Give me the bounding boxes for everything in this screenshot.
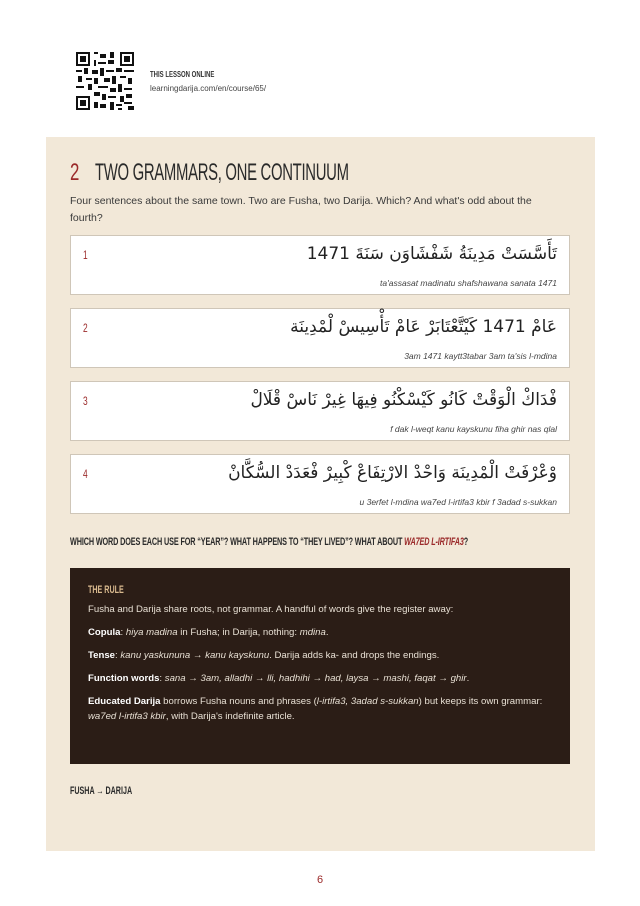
rule-intro: Fusha and Darija share roots, not grammar. A handful of words give the register away: (88, 604, 454, 615)
section-intro: Four sentences about the same town. Two are Fusha, two Darija. Which? And what's odd about the fourth? (70, 195, 532, 224)
rule-tense: Tense: kanu yaskununa → kanu kayskunu. Darija adds ka- and drops the endings. (88, 650, 440, 661)
discussion-question: WHICH WORD DOES EACH USE FOR “YEAR”? WHAT HAPPENS TO “THEY LIVED”? WHAT ABOUT WA7ED L-IRTIFA3? (70, 536, 469, 548)
rule-educated-darija: Educated Darija borrows Fusha nouns and phrases (l-irtifa3, 3adad s-sukkan) but keeps its own grammar: wa7ed l-irtifa3 kbir, with Darija's indefinite article. (88, 696, 543, 722)
rule-box (70, 568, 570, 764)
sentence-transliteration: 3am 1471 kaytt3tabar 3am ta'sis l-mdina (404, 351, 557, 361)
sentence-arabic: وْعْرْفَتْ الْمْدِينَة وَاحْدْ الارْتِفَاعْ كْبِيرْ فْعَدَدْ السُّكَّانْ (228, 463, 557, 483)
section-heading (70, 159, 505, 187)
exercise-panel (46, 137, 595, 851)
section-title: TWO GRAMMARS, ONE CONTINUUM (95, 159, 350, 186)
sentence-arabic: تَأَسَّسَتْ مَدِينَةُ شَفْشَاوَن سَنَةَ 1471 (306, 244, 557, 264)
sentence-card (70, 235, 570, 295)
sentence-number: 2 (83, 321, 88, 335)
rule-function-words: Function words: sana → 3am, alladhi → lli, hadhihi → had, laysa → mashi, faqat → ghir. (88, 673, 470, 684)
sentence-transliteration: u 3erfet l-mdina wa7ed l-irtifa3 kbir f 3adad s-sukkan (359, 497, 557, 507)
lesson-online-label: THIS LESSON ONLINE (150, 70, 215, 79)
rule-title: THE RULE (88, 584, 124, 596)
sentence-transliteration: f dak l-weqt kanu kayskunu fiha ghir nas qlal (390, 424, 557, 434)
sentence-card (70, 308, 570, 368)
fusha-darija-label: FUSHA → DARIJA (70, 785, 133, 797)
sentence-arabic: فْدَاكْ الْوَقْتْ كَانُو كَيْسْكْنُو فِيهَا غِيرْ نَاسْ قْلَالْ (250, 390, 557, 410)
section-number: 2 (70, 159, 80, 186)
sentence-number: 3 (83, 394, 88, 408)
sentence-arabic: عَامْ 1471 كَيْتَّعْتَابَرْ عَامْ تَأْسِيسْ لْمْدِينَة (290, 317, 557, 337)
question-emphasis: WA7ED L-IRTIFA3 (404, 536, 464, 548)
sentence-transliteration: ta'assasat madinatu shafshawana sanata 1471 (380, 278, 557, 288)
sentence-number: 4 (83, 467, 88, 481)
page-number: 6 (316, 874, 324, 886)
qr-code (76, 52, 134, 110)
sentence-card (70, 381, 570, 441)
lesson-online-link[interactable] (150, 70, 266, 93)
rule-copula: Copula: hiya madina in Fusha; in Darija, nothing: mdina. (88, 627, 329, 638)
sentence-card (70, 454, 570, 514)
lesson-url[interactable]: learningdarija.com/en/course/65/ (150, 84, 267, 93)
sentence-number: 1 (83, 248, 88, 262)
